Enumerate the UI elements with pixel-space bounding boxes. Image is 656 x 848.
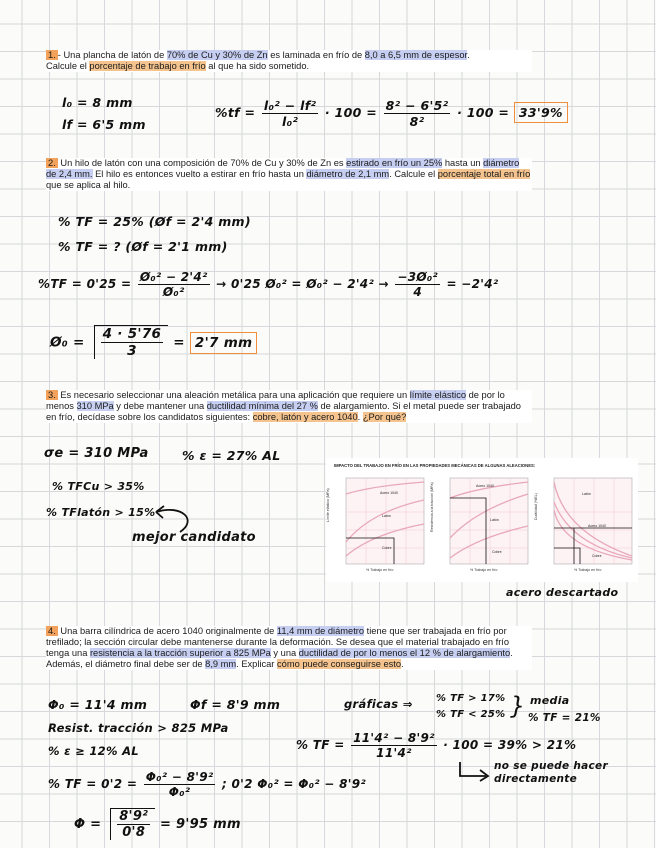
problem-2-statement: 2. Un hilo de latón con una composición de 70% de Cu y 30% de Zn es estirado en frío un 25% hasta un diámetro de 2,4 mm. El hilo es entonces vuelto a estirar en frío hasta un diámetro de 2,1 mm. Calcule el porcentaje total en frío que se aplica al hilo. [46, 158, 531, 190]
y-axis-label: Ductilidad (%EL) [534, 493, 538, 520]
handwritten-formula-1: %tf = $\frac{\text{l₀² − lf²}}{\text{l₀²}}$ · 100 = $\frac{\text{8² − 6'5²}}{\text{8²}}$ · 100 = 33'9% [215, 98, 568, 129]
curve-label: Cobre [382, 546, 392, 550]
handwritten-l0: l₀ = 8 mm [62, 95, 133, 110]
handwritten-line: % TF = 21% [528, 712, 601, 724]
mechanical-properties-figure [326, 458, 638, 582]
handwritten-line: σe = 310 MPa [44, 446, 149, 461]
problem-1-statement: 1. - Una plancha de latón de 70% de Cu y 30% de Zn es laminada en frío de 8,0 a 6,5 mm de espesor. Calcule el porcentaje de trabajo en frío al que ha sido sometido. [46, 50, 532, 72]
chart-panel-tensile [430, 472, 531, 576]
handwritten-line: % TF = 0'2 = $\frac{\text{Φ₀² − 8'9²}}{\text{Φ₀²}}$ ; 0'2 Φ₀² = Φ₀² − 8'9² [48, 770, 366, 799]
return-arrow-icon [456, 760, 492, 782]
handwritten-line: % ε = 27% AL [182, 448, 281, 463]
problem-3-statement: 3. Es necesario seleccionar una aleación metálica para una aplicación que requiere un límite elástico de por lo menos 310 MPa y debe mantener una ductilidad mínima del 27 % de alargamiento. Si el metal puede ser trabajado en frío, decídase sobre los candidatos siguientes: cobre, latón y acero 1040. ¿Por qué? [46, 390, 532, 423]
handwritten-note: mejor candidato [132, 530, 256, 545]
result-box: 2'7 mm [190, 332, 258, 354]
handwritten-line: % TF = ? (Øf = 2'1 mm) [58, 239, 228, 254]
curve-label: Latón [382, 514, 391, 518]
handwritten-note: no se puede hacer [494, 760, 608, 772]
problem-number: 4. [48, 626, 56, 636]
result-box: 33'9% [514, 102, 568, 123]
x-axis-label: % Trabajo en frío [366, 568, 394, 572]
handwritten-line: % TFCu > 35% [52, 480, 145, 493]
problem-number: 1. [48, 50, 56, 60]
handwritten-line: % TF = 25% (Øf = 2'4 mm) [58, 214, 251, 229]
curve-label: Acero 1040 [588, 524, 606, 528]
handwritten-lf: lf = 6'5 mm [62, 117, 146, 132]
handwritten-note: directamente [494, 773, 578, 785]
handwritten-line: Ø₀ = $\frac{4 \cdot 5'76}{3}$ = 2'7 mm [50, 325, 257, 359]
curve-label: Acero 1040 [476, 484, 494, 488]
chart-panel-yield [326, 472, 427, 576]
handwritten-line: Φ = $\frac{\text{8'9²}}{0'8}$ = 9'95 mm [74, 809, 241, 840]
handwritten-line: % ε ≥ 12% AL [48, 744, 139, 758]
handwritten-line: %TF = 0'25 = $\frac{\text{Ø₀² − 2'4²}}{\text{Ø₀²}}$ → 0'25 Ø₀² = Ø₀² − 2'4² → $\frac{\text{−3Ø₀²}}{4}$ = −2'4² [38, 270, 499, 299]
curve-label: Acero 1040 [380, 491, 398, 495]
handwritten-line: % TFlatón > 15% [46, 506, 156, 519]
chart-panel-ductility [534, 472, 635, 576]
problem-number: 2. [48, 158, 56, 168]
handwritten-line: Φ₀ = 11'4 mm [48, 697, 148, 712]
handwritten-line: media [530, 694, 570, 707]
handwritten-line: gráficas ⇒ [344, 697, 413, 711]
problem-number: 3. [48, 390, 56, 400]
curve-label: Cobre [492, 550, 502, 554]
curve-label: Latón [490, 518, 499, 522]
figure-title: IMPACTO DEL TRABAJO EN FRÍO EN LAS PROPIEDADES MECÁNICAS DE ALGUNAS ALEACIONES: [334, 463, 536, 468]
curve-label: Latón [582, 492, 591, 496]
handwritten-line: % TF > 17% [436, 693, 506, 704]
brace: } [510, 692, 526, 720]
handwritten-line: % TF < 25% [436, 709, 506, 720]
handwritten-line: Φf = 8'9 mm [190, 697, 281, 712]
y-axis-label: Límite elástico (MPa) [326, 488, 330, 522]
x-axis-label: % Trabajo en frío [470, 568, 498, 572]
curve-label: Cobre [592, 554, 602, 558]
handwritten-note: acero descartado [506, 586, 619, 599]
handwritten-line: Resist. tracción > 825 MPa [48, 721, 229, 735]
handwritten-formula-4: % TF = $\frac{\text{11'4² − 8'9²}}{\text{11'4²}}$ · 100 = 39% > 21% [296, 731, 577, 760]
x-axis-label: % Trabajo en frío [574, 568, 602, 572]
y-axis-label: Resistencia a la tracción (MPa) [430, 482, 434, 532]
problem-4-statement: 4. Una barra cilíndrica de acero 1040 originalmente de 11,4 mm de diámetro tiene que ser trabajada en frío por trefilado; la sección circular debe mantenerse durante la deformación. Se desea que el material trabajado en frío tenga una resistencia a la tracción superior a 825 MPa y una ductilidad de por lo menos el 12 % de alargamiento. Además, el diámetro final debe ser de 8,9 mm. Explicar cómo puede conseguirse esto. [46, 626, 532, 670]
